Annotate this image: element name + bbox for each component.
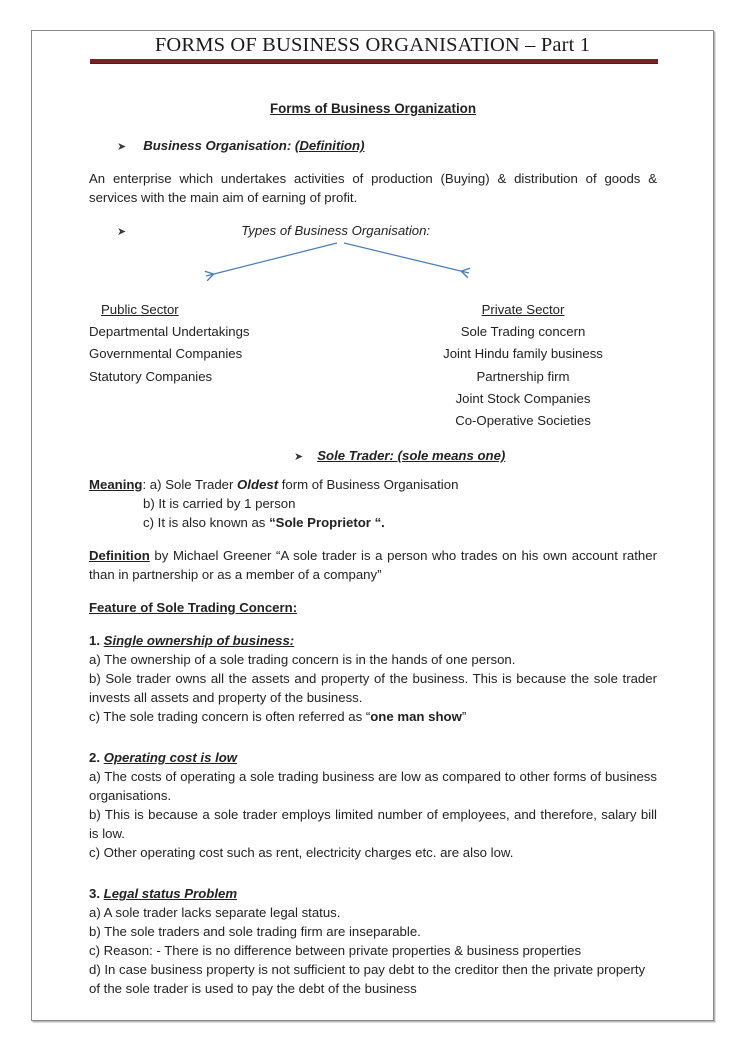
title-divider-rule [90, 59, 658, 64]
definition-quote-text: by Michael Greener “A sole trader is a person who trades on his own account rather than in partnership or as a member of a company” [89, 548, 657, 583]
section-heading: Forms of Business Organization [269, 101, 477, 116]
feature-block-2 [89, 748, 657, 862]
feature-1-point-c [89, 707, 657, 726]
private-sector-heading: Private Sector [481, 302, 565, 318]
feature-3-point-b: b) The sole traders and sole trading firm are inseparable. [89, 924, 421, 940]
definition-quote-label: Definition [89, 548, 150, 564]
arrowhead-bullet-icon: ➤ [117, 225, 127, 239]
feature-3-point-a: a) A sole trader lacks separate legal status. [89, 905, 341, 921]
business-organisation-definition-tag: (Definition) [294, 138, 365, 154]
feature-3-point-c: c) Reason: - There is no difference between private properties & business properties [89, 943, 582, 959]
bullet-business-organisation [89, 136, 657, 155]
meaning-line-b: b) It is carried by 1 person [143, 496, 296, 512]
document-page [31, 30, 714, 1021]
feature-2-title: Operating cost is low [103, 750, 238, 766]
private-sector-item: Joint Hindu family business [443, 346, 603, 362]
meaning-c-bold: “Sole Proprietor “. [269, 515, 385, 531]
feature-3-number: 3. [89, 886, 100, 902]
arrow-to-private-sector [344, 243, 469, 273]
private-sector-item: Partnership firm [476, 368, 570, 384]
public-sector-item: Departmental Undertakings [89, 324, 250, 340]
definition-quote-paragraph [89, 546, 657, 584]
meaning-line-a [89, 475, 657, 494]
feature-block-3 [89, 884, 657, 998]
feature-2-point-b: b) This is because a sole trader employs limited number of employees, and therefore, salary bill is low. [89, 807, 657, 842]
private-sector-item: Co-Operative Societies [455, 412, 591, 428]
feature-3-heading [89, 884, 657, 903]
public-sector-item: Statutory Companies [89, 368, 213, 384]
diagram-arrows-svg [89, 240, 657, 300]
feature-block-1 [89, 631, 657, 726]
meaning-block [89, 475, 657, 532]
feature-2-number: 2 [89, 750, 97, 766]
sectors-container [89, 300, 657, 432]
feature-1-title: Single ownership of business: [103, 633, 295, 649]
definition-paragraph: An enterprise which undertakes activities of production (Buying) & distribution of goods & services with the main aim of earning of profit. [89, 171, 657, 206]
types-of-business-organisation-label: Types of Business Organisation: [241, 223, 431, 239]
feature-1-heading [89, 631, 657, 650]
types-diagram [89, 240, 657, 300]
arrow-to-public-sector [206, 243, 337, 276]
meaning-a-suffix: form of Business Organisation [278, 477, 459, 493]
feature-1-point-c-bold: one man show [370, 709, 462, 725]
public-sector-heading: Public Sector [101, 302, 179, 318]
feature-2-point-a: a) The costs of operating a sole trading business are low as compared to other forms of business organisations. [89, 769, 657, 804]
public-sector-column [89, 300, 389, 432]
business-organisation-label: Business Organisation: [143, 138, 292, 154]
feature-2-heading [89, 748, 657, 767]
feature-2-point-c: c) Other operating cost such as rent, electricity charges etc. are also low. [89, 845, 514, 861]
public-sector-item: Governmental Companies [89, 346, 243, 362]
page-title: FORMS OF BUSINESS ORGANISATION – Part 1 [154, 34, 591, 56]
feature-3-title: Legal status Problem [103, 886, 238, 902]
feature-1-point-c-pre: c) The sole trading concern is often referred as “ [89, 709, 371, 725]
meaning-a-prefix: : a) Sole Trader [142, 477, 238, 493]
feature-1-point-a: a) The ownership of a sole trading concern is in the hands of one person. [89, 652, 516, 668]
meaning-c-prefix: c) It is also known as [143, 515, 270, 531]
arrowhead-bullet-icon: ➤ [117, 140, 127, 154]
feature-2-number-suffix: . [96, 750, 101, 766]
arrowhead-bullet-icon: ➤ [294, 450, 304, 464]
features-heading: Feature of Sole Trading Concern: [89, 600, 298, 616]
feature-3-point-d: d) In case business property is not sufficient to pay debt to the creditor then the private property of the sole trader is used to pay the debt of the business [89, 962, 646, 997]
sole-trader-heading: Sole Trader: (sole means one) [317, 448, 506, 464]
meaning-line-c [89, 513, 657, 532]
private-sector-item: Sole Trading concern [460, 324, 586, 340]
meaning-a-bold: Oldest [237, 477, 279, 493]
private-sector-column [389, 300, 657, 432]
bullet-types-of-business-organisation [89, 221, 657, 240]
feature-1-number: 1. [89, 633, 100, 649]
private-sector-item: Joint Stock Companies [455, 390, 591, 406]
bullet-sole-trader [89, 446, 657, 465]
meaning-label: Meaning [89, 477, 143, 493]
feature-1-point-c-post: ” [461, 709, 467, 725]
document-body [89, 99, 657, 998]
feature-1-point-b: b) Sole trader owns all the assets and property of the business. This is because the sole trader invests all assets and property of the business. [89, 671, 657, 706]
